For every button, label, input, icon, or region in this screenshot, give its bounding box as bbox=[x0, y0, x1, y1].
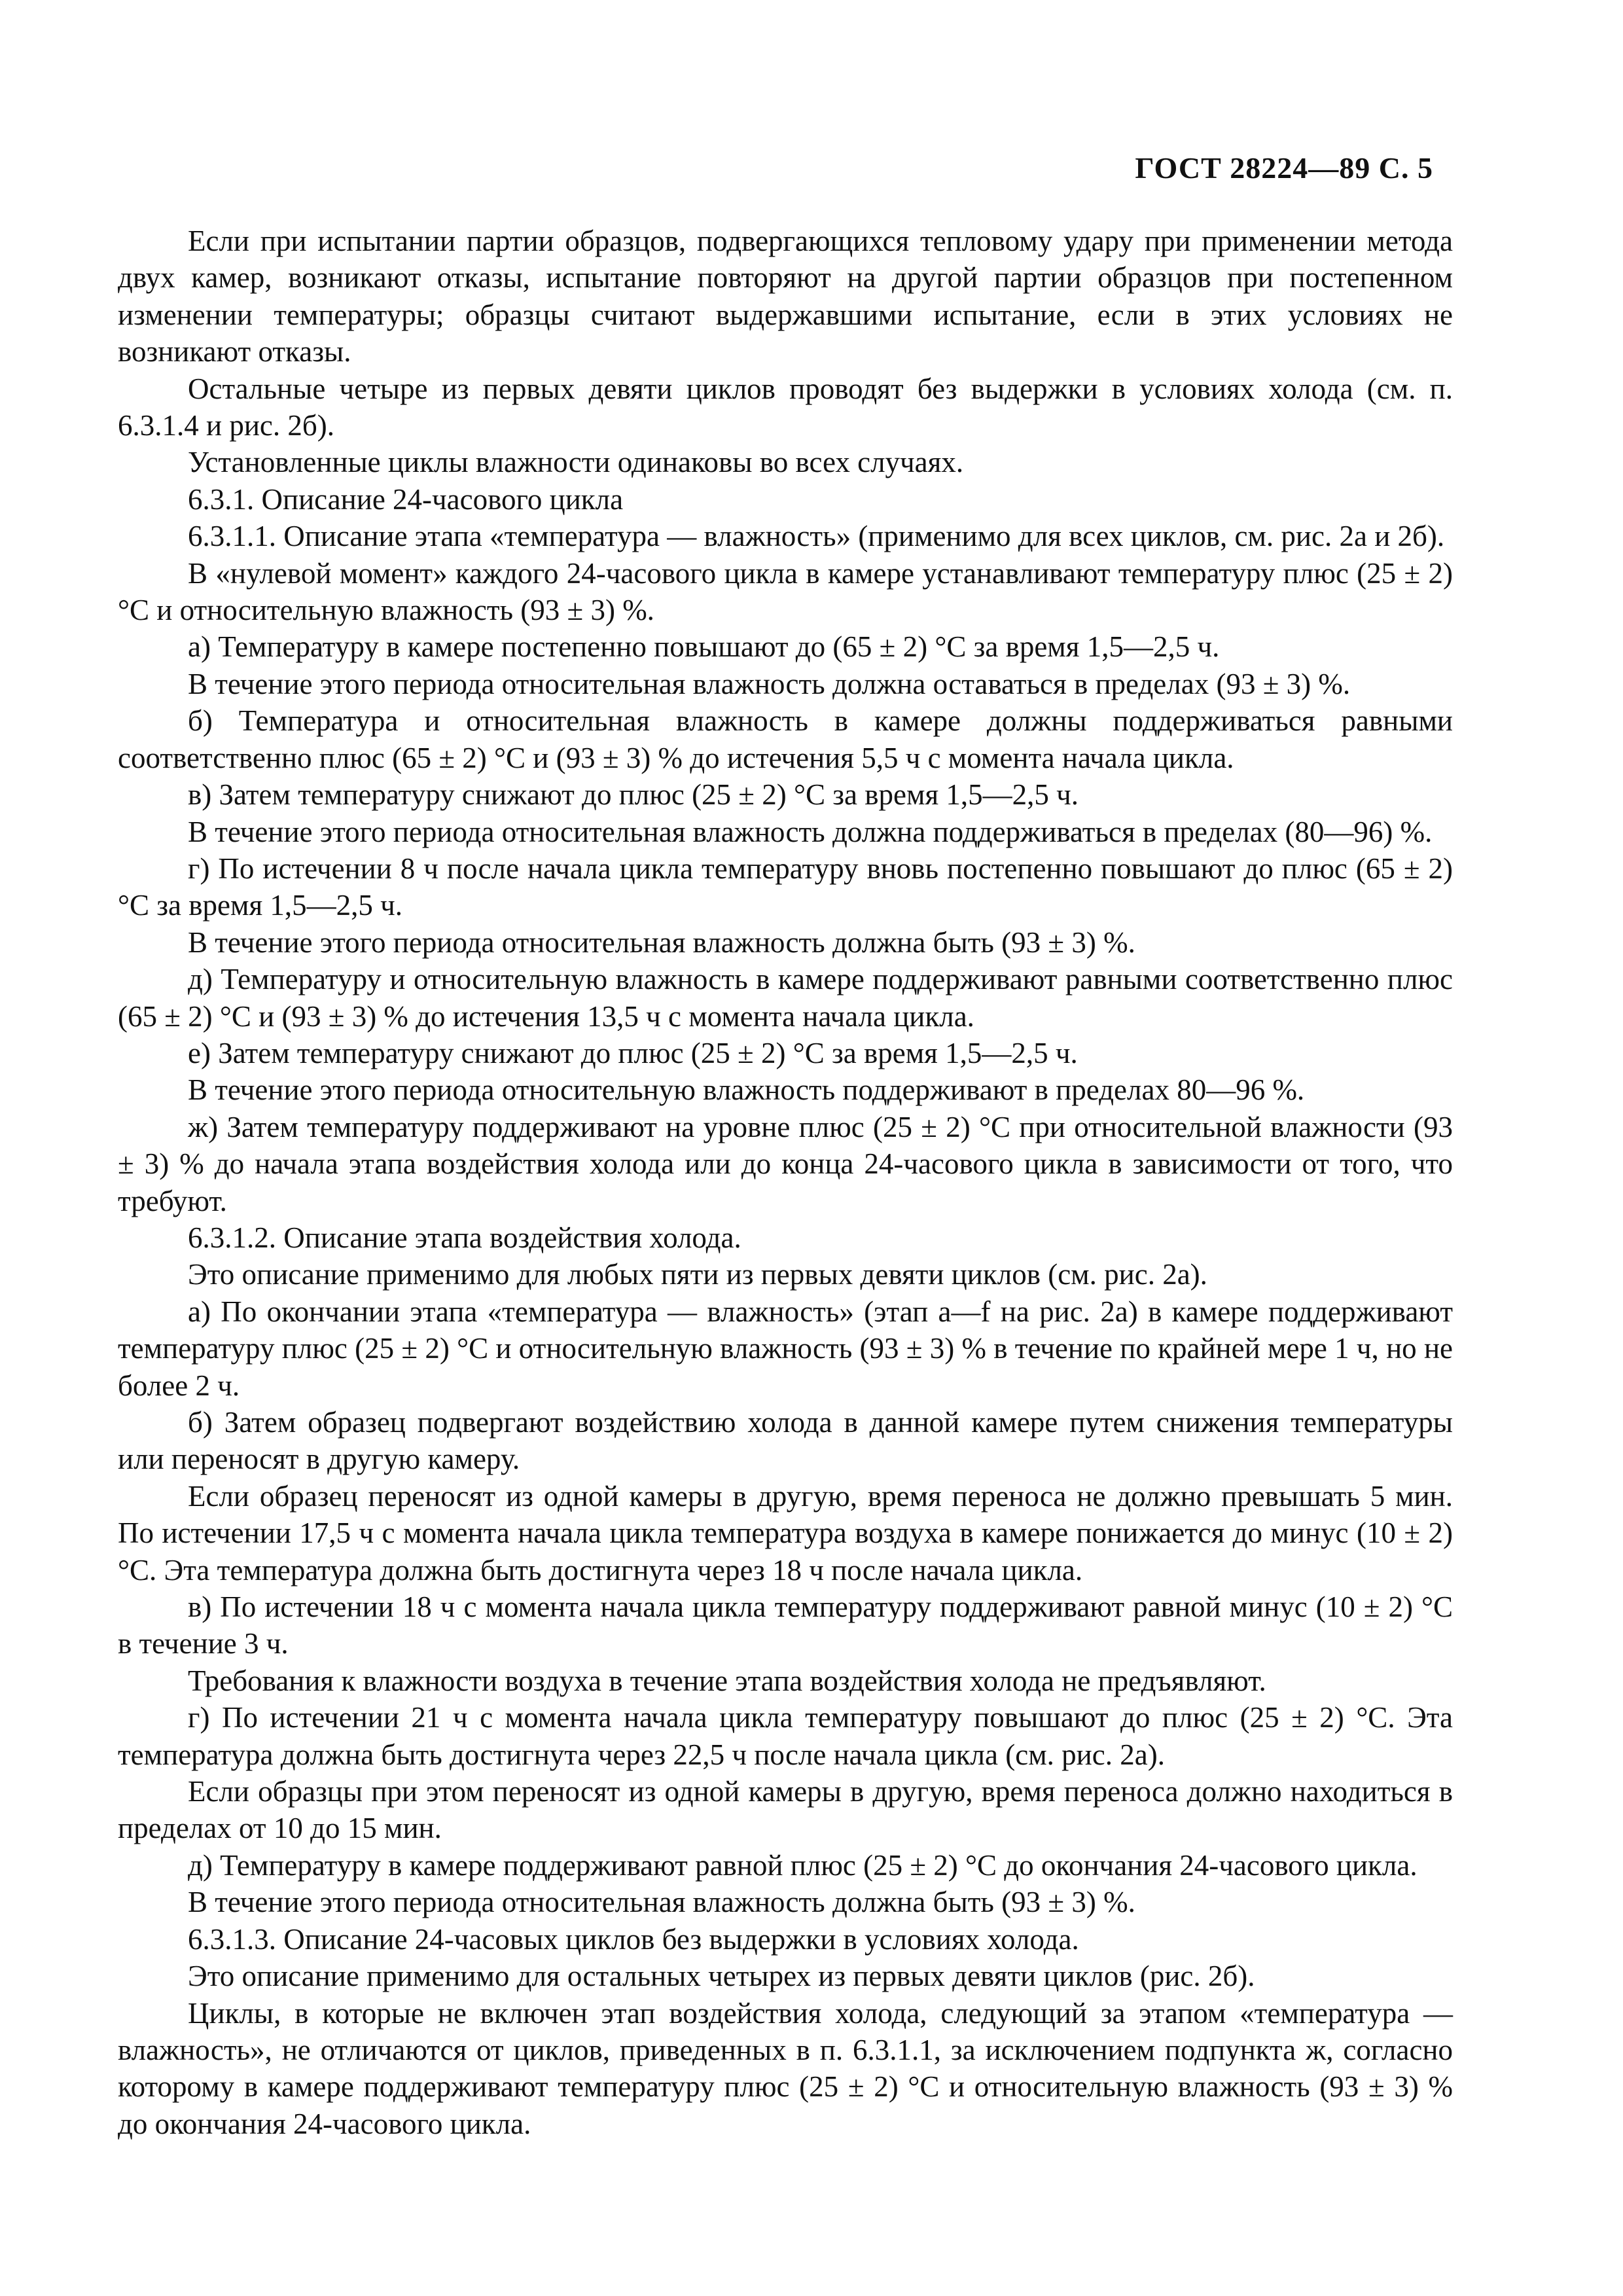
paragraph: Циклы, в которые не включен этап воздействия холода, следующий за этапом «температура — влажность», не отличаются от циклов, приведенных в п. 6.3.1.1, за исключением подпункта ж, согласно которому в камере поддерживают температуру плюс (25 ± 2) °С и относительную влажность (93 ± 3) % до окончания 24-часового цикла. bbox=[118, 1996, 1453, 2140]
paragraph: Требования к влажности воздуха в течение этапа воздействия холода не предъявляют. bbox=[188, 1664, 1266, 1697]
list-item: ж) Затем температуру поддерживают на уровне плюс (25 ± 2) °С при относительной влажности (93 ± 3) % до начала этапа воздействия холода или до конца 24-часового цикла в зависимости от того, что требуют. bbox=[118, 1110, 1453, 1217]
list-item: а) По окончании этапа «температура — влажность» (этап a—f на рис. 2а) в камере поддерживают температуру плюс (25 ± 2) °С и относительную влажность (93 ± 3) % в течение по крайней мере 1 ч, но не более 2 ч. bbox=[118, 1295, 1453, 1402]
paragraph: В течение этого периода относительная влажность должна быть (93 ± 3) %. bbox=[188, 1886, 1135, 1919]
list-item: д) Температуру и относительную влажность в камере поддерживают равными соответственно плюс (65 ± 2) °С и (93 ± 3) % до истечения 13,5 ч с момента начала цикла. bbox=[118, 963, 1453, 1033]
paragraph: Если при испытании партии образцов, подвергающихся тепловому удару при применении метода двух камер, возникают отказы, испытание повторяют на другой партии образцов при постепенном изменении температуры; образцы считают выдержавшими испытание, если в этих условиях не возникают отказы. bbox=[118, 224, 1453, 368]
paragraph: Остальные четыре из первых девяти циклов проводят без выдержки в условиях холода (см. п. 6.3.1.4 и рис. 2б). bbox=[118, 372, 1453, 442]
paragraph: Установленные циклы влажности одинаковы во всех случаях. bbox=[188, 446, 964, 479]
list-item: а) Температуру в камере постепенно повышают до (65 ± 2) °С за время 1,5—2,5 ч. bbox=[188, 630, 1220, 664]
paragraph: Если образец переносят из одной камеры в другую, время переноса не должно превышать 5 мин. По истечении 17,5 ч с момента начала цикла температура воздуха в камере понижается до минус (10 ± 2) °С. Эта температура должна быть достигнута через 18 ч после начала цикла. bbox=[118, 1479, 1453, 1587]
paragraph: В течение этого периода относительная влажность должна быть (93 ± 3) %. bbox=[188, 925, 1135, 959]
paragraph: В течение этого периода относительная влажность должна оставаться в пределах (93 ± 3) %. bbox=[188, 667, 1351, 700]
list-item: в) Затем температуру снижают до плюс (25 ± 2) °С за время 1,5—2,5 ч. bbox=[188, 778, 1079, 812]
paragraph: В течение этого периода относительная влажность должна поддерживаться в пределах (80—96) %. bbox=[188, 815, 1433, 848]
list-item: б) Температура и относительная влажность в камере должны поддерживаться равными соответственно плюс (65 ± 2) °С и (93 ± 3) % до истечения 5,5 ч с момента начала цикла. bbox=[118, 704, 1453, 774]
list-item: г) По истечении 21 ч с момента начала цикла температуру повышают до плюс (25 ± 2) °С. Эта температура должна быть достигнута через 22,5 ч после начала цикла (см. рис. 2а). bbox=[118, 1701, 1453, 1771]
paragraph: Это описание применимо для остальных четырех из первых девяти циклов (рис. 2б). bbox=[188, 1960, 1255, 1993]
document-body bbox=[118, 223, 1453, 2142]
paragraph: Это описание применимо для любых пяти из первых девяти циклов (см. рис. 2а). bbox=[188, 1258, 1207, 1291]
section-heading: 6.3.1.1. Описание этапа «температура — влажность» (применимо для всех циклов, см. рис. 2а и 2б). bbox=[188, 520, 1445, 553]
list-item: е) Затем температуру снижают до плюс (25 ± 2) °С за время 1,5—2,5 ч. bbox=[188, 1036, 1078, 1069]
page-header: ГОСТ 28224—89 С. 5 bbox=[1135, 151, 1433, 185]
list-item: д) Температуру в камере поддерживают равной плюс (25 ± 2) °С до окончания 24-часового цикла. bbox=[188, 1848, 1418, 1882]
section-heading: 6.3.1. Описание 24-часового цикла bbox=[188, 482, 624, 516]
list-item: в) По истечении 18 ч с момента начала цикла температуру поддерживают равной минус (10 ± 2) °С в течение 3 ч. bbox=[118, 1590, 1453, 1660]
list-item: б) Затем образец подвергают воздействию холода в данной камере путем снижения температуры или переносят в другую камеру. bbox=[118, 1406, 1453, 1476]
paragraph: В «нулевой момент» каждого 24-часового цикла в камере устанавливают температуру плюс (25 ± 2) °С и относительную влажность (93 ± 3) %. bbox=[118, 556, 1453, 627]
list-item: г) По истечении 8 ч после начала цикла температуру вновь постепенно повышают до плюс (65 ± 2) °С за время 1,5—2,5 ч. bbox=[118, 852, 1453, 922]
paragraph: Если образцы при этом переносят из одной камеры в другую, время переноса должно находиться в пределах от 10 до 15 мин. bbox=[118, 1775, 1453, 1845]
section-heading: 6.3.1.2. Описание этапа воздействия холода. bbox=[188, 1221, 741, 1254]
paragraph: В течение этого периода относительную влажность поддерживают в пределах 80—96 %. bbox=[188, 1073, 1305, 1107]
section-heading: 6.3.1.3. Описание 24-часовых циклов без выдержки в условиях холода. bbox=[188, 1922, 1079, 1956]
